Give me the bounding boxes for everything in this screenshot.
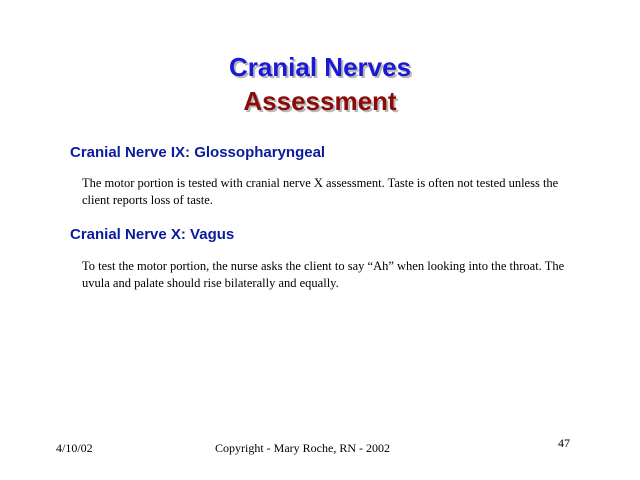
footer-page-number: 47	[558, 436, 570, 450]
section-heading-glossopharyngeal: Cranial Nerve IX: Glossopharyngeal	[70, 144, 326, 161]
section-body-vagus: To test the motor portion, the nurse asks the client to say “Ah” when looking into the throat. The uvula and palate should rise bilaterally and equally.	[82, 259, 565, 290]
slide-title-line1: Cranial Nerves	[228, 52, 412, 82]
footer-date: 4/10/02	[56, 441, 93, 455]
section-body-glossopharyngeal: The motor portion is tested with cranial nerve X assessment. Taste is often not tested unless the client reports loss of taste.	[82, 176, 559, 207]
section-heading-vagus: Cranial Nerve X: Vagus	[70, 226, 235, 243]
slide-title-line2: Assessment	[243, 86, 397, 116]
footer-copyright: Copyright - Mary Roche, RN - 2002	[215, 441, 390, 455]
